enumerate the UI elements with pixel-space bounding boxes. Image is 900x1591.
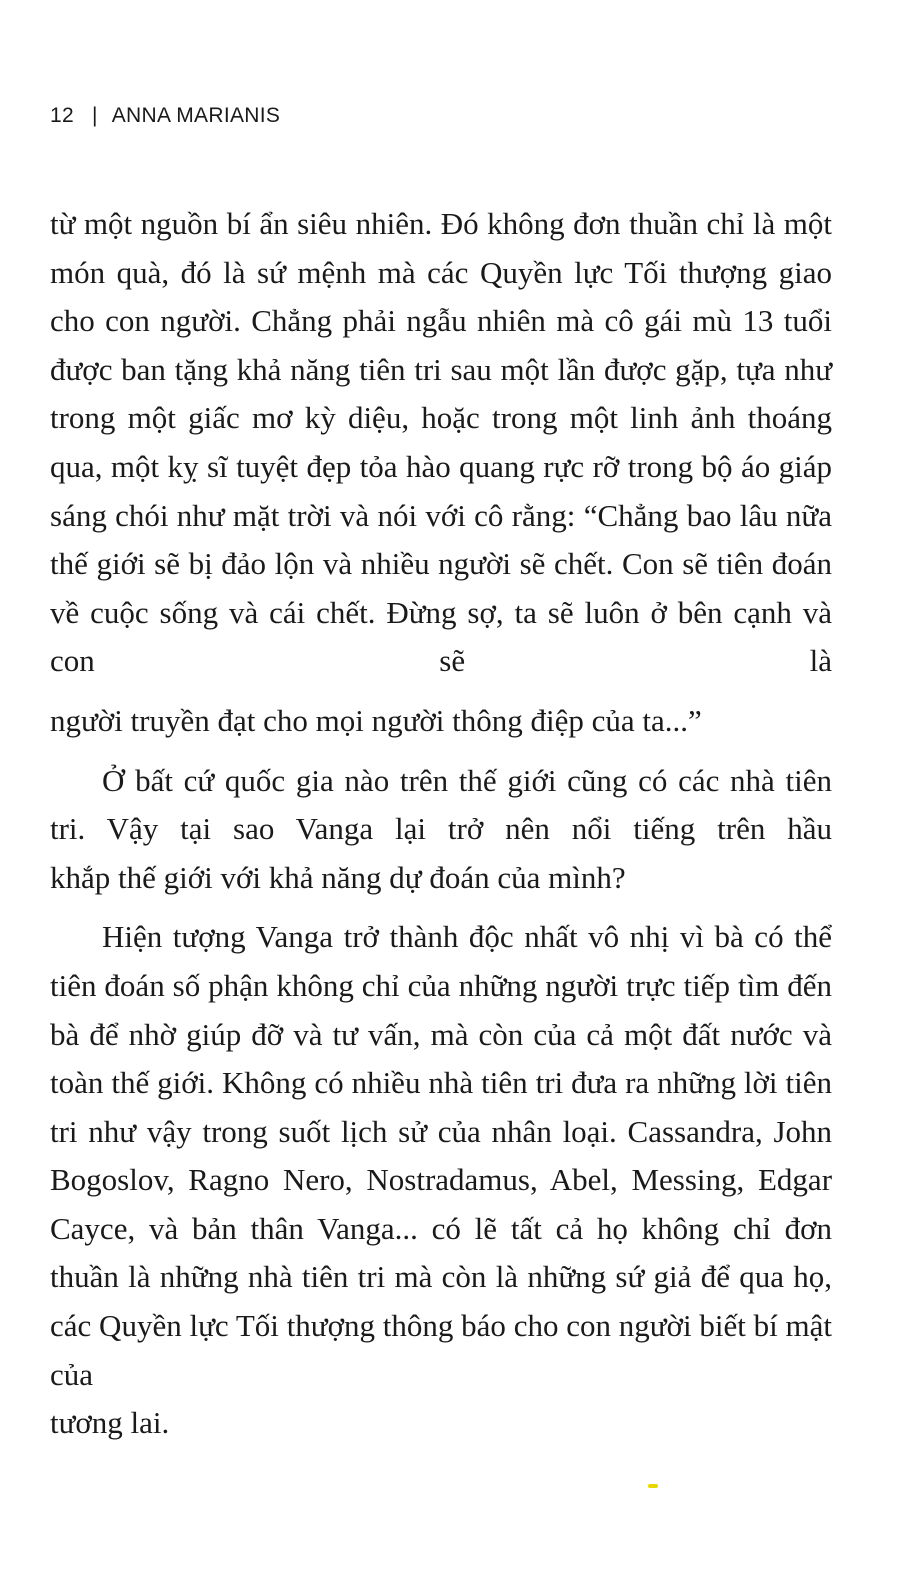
text-line: khắp thế giới với khả năng dự đoán của mình? [50, 859, 626, 895]
text-line: trong một linh ảnh thoáng qua, một kỵ sĩ tuyệt đẹp tỏa [50, 400, 832, 484]
text-line: nhà tiên tri mà còn là những sứ giả để qua họ, các Quyền [50, 1259, 833, 1344]
text-line: Hiện tượng Vanga trở thành độc nhất vô nhị vì bà có [102, 919, 784, 955]
text-line: lộn và nhiều người sẽ chết. Con sẽ tiên đoán về cuộc sống [50, 546, 832, 630]
text-line: và cái chết. Đừng sợ, ta sẽ luôn ở bên cạnh và con sẽ là [50, 594, 832, 679]
page-number: 12 [50, 104, 74, 127]
body-text [50, 200, 832, 1448]
text-line: người truyền đạt cho mọi người thông điệp của ta...” [50, 702, 702, 738]
author-name: ANNA MARIANIS [111, 104, 281, 127]
text-line: lần được gặp, tựa như trong một giấc mơ kỳ diệu, hoặc [50, 351, 833, 436]
text-line: cô gái mù 13 tuổi được ban tặng khả năng tiên tri sau một [50, 303, 832, 387]
text-line: hào quang rực rỡ trong bộ áo giáp sáng chói như mặt trời [50, 448, 833, 533]
text-line: tri đưa ra những lời tiên tri như vậy trong suốt lịch sử [50, 1065, 832, 1149]
text-line: Ở bất cứ quốc gia nào trên thế giới cũng có các nhà [102, 762, 775, 798]
text-line: thể tiên đoán số phận không chỉ của những người trực [50, 919, 832, 1003]
text-line: tiên tri. Vậy tại sao Vanga lại trở nên nổi tiếng trên hầu [50, 762, 833, 847]
paragraph-2-end [50, 854, 832, 903]
paragraph-1 [50, 200, 832, 686]
paragraph-3 [50, 913, 832, 1399]
text-line: tiếp tìm đến bà để nhờ giúp đỡ và tư vấn, mà còn của cả [50, 967, 832, 1052]
text-line: và nói với cô rằng: “Chẳng bao lâu nữa thế giới sẽ bị đảo [50, 497, 832, 582]
text-line: Nostradamus, Abel, Messing, Edgar Cayce, và bản thân [50, 1162, 833, 1246]
print-speck [648, 1484, 658, 1488]
text-line: Vanga... có lẽ tất cả họ không chỉ đơn thuần là những [50, 1210, 832, 1295]
paragraph-1-end [50, 697, 832, 746]
header-separator: | [91, 104, 98, 127]
text-line: của nhân loại. Cassandra, John Bogoslov, Ragno Nero, [50, 1113, 833, 1198]
text-line: là một món quà, đó là sứ mệnh mà các Quyền lực Tối [50, 206, 832, 290]
paragraph-2 [50, 757, 832, 854]
running-header [50, 104, 280, 128]
text-line: thượng giao cho con người. Chẳng phải ngẫu nhiên mà [50, 254, 833, 339]
text-line: một đất nước và toàn thế giới. Không có nhiều nhà tiên [50, 1016, 832, 1101]
text-line: lực Tối thượng thông báo cho con người biết bí mật của [50, 1308, 832, 1392]
paragraph-3-end [50, 1399, 832, 1448]
text-line: từ một nguồn bí ẩn siêu nhiên. Đó không đơn thuần chỉ [50, 206, 745, 241]
text-line: tương lai. [50, 1405, 170, 1441]
